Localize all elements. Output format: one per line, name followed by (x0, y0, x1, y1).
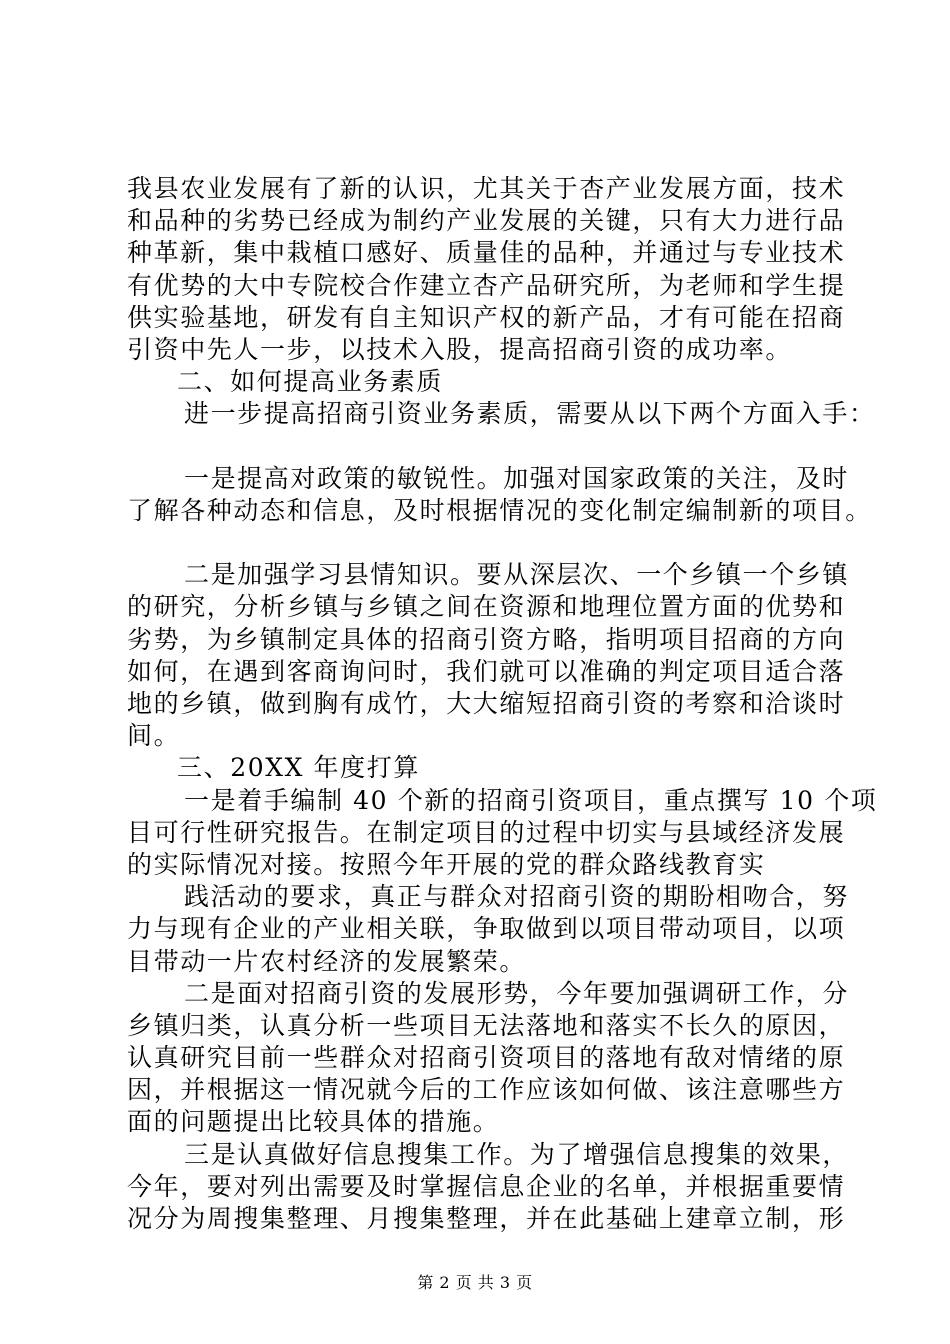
paragraph-line: 因，并根据这一情况就今后的工作应该如何做、该注意哪些方 (127, 1075, 846, 1105)
document-body (127, 173, 878, 1235)
paragraph-line: 目带动一片农村经济的发展繁荣。 (127, 946, 527, 976)
paragraph-line: 种革新，集中栽植口感好、质量佳的品种，并通过与专业技术 (127, 238, 846, 268)
section-heading-line: 二、如何提高业务素质 (177, 367, 444, 397)
paragraph-line: 力与现有企业的产业相关联，争取做到以项目带动项目，以项 (127, 914, 846, 944)
blank-line (127, 431, 847, 463)
page-footer: 第 2 页 共 3 页 (417, 1273, 533, 1292)
blank-line (127, 527, 847, 559)
paragraph-line: 三是认真做好信息搜集工作。为了增强信息搜集的效果， (184, 1139, 850, 1169)
paragraph-line: 一是提高对政策的敏锐性。加强对国家政策的关注，及时 (184, 463, 850, 493)
paragraph-line: 如何，在遇到客商询问时，我们就可以准确的判定项目适合落 (127, 656, 846, 686)
paragraph-line: 引资中先人一步，以技术入股，提高招商引资的成功率。 (127, 334, 793, 364)
paragraph-line: 乡镇归类，认真分析一些项目无法落地和落实不长久的原因， (127, 1010, 846, 1040)
paragraph-line: 进一步提高招商引资业务素质，需要从以下两个方面入手： (184, 399, 876, 429)
paragraph-line: 二是加强学习县情知识。要从深层次、一个乡镇一个乡镇 (184, 560, 850, 590)
paragraph-line: 的研究，分析乡镇与乡镇之间在资源和地理位置方面的优势和 (127, 592, 846, 622)
paragraph-line: 了解各种动态和信息，及时根据情况的变化制定编制新的项目。 (127, 495, 872, 525)
paragraph-line: 供实验基地，研发有自主知识产权的新产品，才有可能在招商 (127, 302, 846, 332)
paragraph-line: 况分为周搜集整理、月搜集整理，并在此基础上建章立制，形 (127, 1204, 846, 1233)
paragraph-line: 践活动的要求，真正与群众对招商引资的期盼相吻合，努 (184, 882, 850, 912)
paragraph-line: 二是面对招商引资的发展形势，今年要加强调研工作，分 (184, 978, 850, 1008)
paragraph-line: 劣势，为乡镇制定具体的招商引资方略，指明项目招商的方向 (127, 624, 846, 654)
paragraph-line: 今年，要对列出需要及时掌握信息企业的名单，并根据重要情 (127, 1171, 846, 1201)
paragraph-line: 认真研究目前一些群众对招商引资项目的落地有敌对情绪的原 (127, 1043, 846, 1073)
paragraph-line: 一是着手编制 40 个新的招商引资项目，重点撰写 10 个项 (184, 785, 878, 815)
paragraph-line: 我县农业发展有了新的认识，尤其关于杏产业发展方面，技术 (127, 174, 846, 203)
paragraph-line: 和品种的劣势已经成为制约产业发展的关键，只有大力进行品 (127, 206, 846, 236)
paragraph-line: 间。 (127, 721, 181, 751)
section-heading-line: 三、20XX 年度打算 (177, 753, 420, 783)
paragraph-line: 的实际情况对接。按照今年开展的党的群众路线教育实 (127, 849, 766, 879)
paragraph-line: 面的问题提出比较具体的措施。 (127, 1107, 500, 1137)
paragraph-line: 目可行性研究报告。在制定项目的过程中切实与县域经济发展 (127, 817, 846, 847)
paragraph-line: 有优势的大中专院校合作建立杏产品研究所，为老师和学生提 (127, 270, 846, 300)
paragraph-line: 地的乡镇，做到胸有成竹，大大缩短招商引资的考察和洽谈时 (127, 689, 846, 718)
